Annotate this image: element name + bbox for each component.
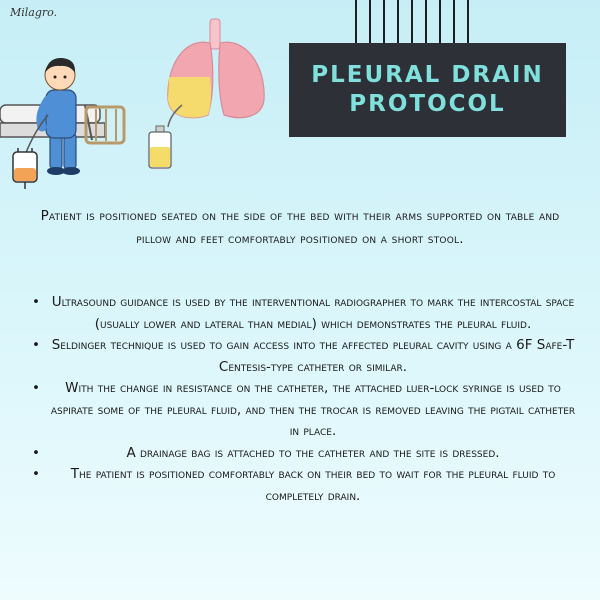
step-text: A drainage bag is attached to the catheter and the site is dressed. xyxy=(126,444,500,461)
list-item xyxy=(28,292,576,335)
lungs-with-pleural-fluid-illustration xyxy=(160,15,272,130)
hanging-strings xyxy=(355,0,485,46)
list-item xyxy=(28,335,576,378)
bullet-marker: • xyxy=(32,337,40,353)
title-line-1: PLEURAL DRAIN xyxy=(311,62,544,88)
step-text: The patient is positioned comfortably back on their bed to wait for the pleural fluid to completely drain. xyxy=(70,466,556,504)
bullet-marker: • xyxy=(32,466,40,482)
artist-signature: Milagro. xyxy=(10,6,58,19)
step-text: With the change in resistance on the catheter, the attached luer-lock syringe is used to aspirate some of the pleural fluid, and then the trocar is removed leaving the pigtail catheter in place. xyxy=(50,380,576,439)
list-item xyxy=(28,378,576,443)
drainage-bottle-icon xyxy=(145,125,175,170)
title-banner xyxy=(289,43,566,137)
bullet-marker: • xyxy=(32,380,40,396)
bullet-marker: • xyxy=(32,294,40,310)
drainage-bag-icon xyxy=(10,148,40,190)
title-line-2: PROTOCOL xyxy=(349,91,506,117)
step-text: Seldinger technique is used to gain access into the affected pleural cavity using a 6F Safe-T Centesis-type catheter or similar. xyxy=(51,337,575,375)
list-item xyxy=(28,464,576,507)
bullet-marker: • xyxy=(32,444,40,461)
intro-paragraph: Patient is positioned seated on the side of the bed with their arms supported on table and pillow and feet comfortably positioned on a short stool. xyxy=(40,208,560,247)
list-item xyxy=(28,443,576,465)
step-text: Ultrasound guidance is used by the interventional radiographer to mark the intercostal space (usually lower and lateral than medial) which demonstrates the pleural fluid. xyxy=(51,294,575,332)
procedure-steps-list xyxy=(28,292,576,507)
